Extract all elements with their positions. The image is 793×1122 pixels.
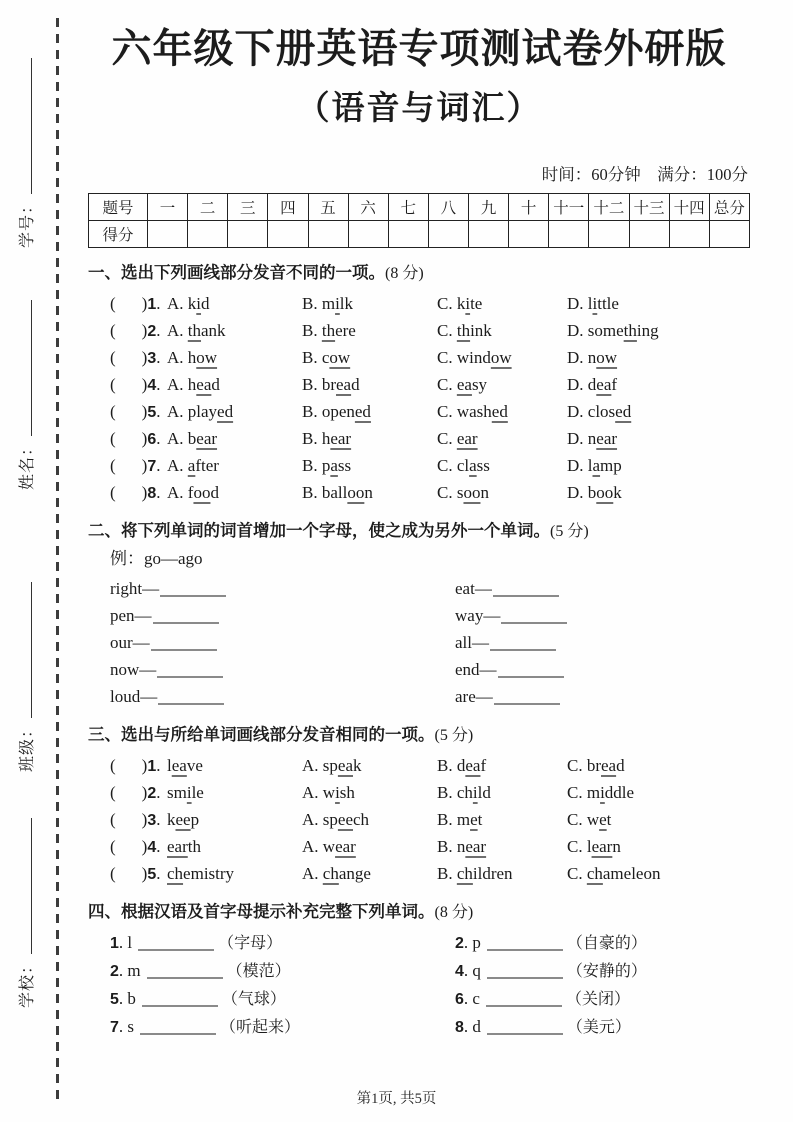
school-field — [14, 818, 37, 1008]
option-B: B. cow — [302, 347, 351, 367]
option-B: B. deaf — [437, 755, 487, 775]
word-completion-item: 2. m （模范） — [110, 960, 291, 980]
write-in-blank[interactable] — [487, 949, 563, 951]
option-A: A. how — [167, 347, 218, 367]
option-B: B. there — [302, 320, 356, 340]
question-row — [88, 629, 750, 656]
page-subtitle: （语音与词汇） — [296, 91, 542, 127]
chinese-hint: （安静的） — [566, 962, 647, 980]
score-cell[interactable] — [308, 220, 348, 247]
question-number: ( )6. — [110, 428, 161, 448]
score-column-header: 八 — [428, 193, 468, 220]
score-row-label: 得分 — [89, 220, 148, 247]
score-column-header: 十一 — [549, 193, 589, 220]
score-cell[interactable] — [268, 220, 308, 247]
section-two-heading — [88, 518, 750, 545]
answer-blank[interactable]: ( ) — [110, 347, 148, 367]
section-one-heading — [88, 260, 750, 287]
question-row — [88, 317, 750, 344]
score-column-header: 十三 — [629, 193, 669, 220]
question-number: ( )3. — [110, 809, 161, 829]
question-row — [88, 425, 750, 452]
write-in-blank[interactable] — [501, 622, 567, 624]
answer-blank[interactable]: ( ) — [110, 320, 148, 340]
option-D: D. lamp — [567, 455, 622, 475]
write-in-blank[interactable] — [487, 1033, 563, 1035]
option-B: B. bread — [302, 374, 360, 394]
section-four-questions — [88, 929, 750, 1041]
option-C: C. chameleon — [567, 863, 661, 883]
option-C: C. think — [437, 320, 492, 340]
question-row — [88, 985, 750, 1013]
section-one-questions — [88, 290, 750, 506]
option-C: C. class — [437, 455, 490, 475]
score-cell[interactable] — [148, 220, 188, 247]
section-two-example: 例：go—ago — [110, 548, 203, 568]
class-field — [14, 582, 37, 772]
word-transform-item: loud— — [110, 683, 455, 710]
chinese-hint: （字母） — [218, 934, 283, 952]
student-id-field — [14, 58, 37, 248]
answer-blank[interactable]: ( ) — [110, 401, 148, 421]
chinese-hint: （模范） — [226, 962, 291, 980]
question-number: ( )2. — [110, 782, 161, 802]
option-A: A. wear — [302, 836, 356, 856]
score-cell[interactable] — [709, 220, 749, 247]
chinese-hint: （关闭） — [565, 990, 630, 1008]
answer-blank[interactable]: ( ) — [110, 374, 148, 394]
chinese-hint: （美元） — [566, 1018, 631, 1036]
score-cell[interactable] — [188, 220, 228, 247]
section-four-points: (8 分) — [434, 903, 474, 921]
word-completion-item: 7. s （听起来） — [110, 1016, 301, 1036]
page-number: 第1页, 共5页 — [356, 1091, 437, 1107]
question-row — [88, 929, 750, 957]
option-B: B. near — [437, 836, 487, 856]
answer-blank[interactable]: ( ) — [110, 809, 148, 829]
word-completion-item: 6. c （关闭） — [455, 988, 630, 1008]
option-D: D. now — [567, 347, 618, 367]
option-A: A. kid — [167, 293, 210, 313]
option-C: C. bread — [567, 755, 625, 775]
section-two-heading-text: 二、将下列单词的词首增加一个字母，使之成为另外一个单词。 — [88, 521, 550, 540]
question-row — [88, 1013, 750, 1041]
question-number: ( )4. — [110, 836, 161, 856]
word-transform-item: all— — [455, 629, 750, 656]
option-C: C. ear — [437, 428, 478, 448]
score-cell[interactable] — [629, 220, 669, 247]
score-column-header: 六 — [348, 193, 388, 220]
score-column-header: 总分 — [709, 193, 749, 220]
word-completion-item: 2. p （自豪的） — [455, 932, 647, 952]
option-B: B. balloon — [302, 482, 373, 502]
question-row — [88, 833, 750, 860]
word-transform-item: end— — [455, 656, 750, 683]
student-name-label: 姓名： — [19, 438, 36, 490]
option-A: A. head — [167, 374, 220, 394]
option-B: B. pass — [302, 455, 352, 475]
score-table — [88, 193, 750, 248]
score-column-header: 五 — [308, 193, 348, 220]
option-B: B. met — [437, 809, 483, 829]
question-row — [88, 575, 750, 602]
word-completion-item: 8. d （美元） — [455, 1016, 631, 1036]
question-number: ( )7. — [110, 455, 161, 475]
score-column-header: 一 — [148, 193, 188, 220]
word-transform-item: are— — [455, 683, 750, 710]
option-D: D. deaf — [567, 374, 618, 394]
question-row — [88, 344, 750, 371]
write-in-blank[interactable] — [494, 703, 560, 705]
section-one-points: (8 分) — [385, 264, 424, 282]
option-A: A. wish — [302, 782, 355, 802]
score-column-header: 九 — [469, 193, 509, 220]
section-three-heading — [88, 722, 750, 749]
score-cell[interactable] — [228, 220, 268, 247]
write-in-blank[interactable] — [151, 649, 217, 651]
score-column-header: 三 — [228, 193, 268, 220]
page-title: 六年级下册英语专项测试卷外研版 — [111, 26, 727, 71]
section-three-questions — [88, 752, 750, 887]
word-completion-item: 1. l （字母） — [110, 932, 283, 952]
score-header-label: 题号 — [89, 193, 148, 220]
option-B: B. children — [437, 863, 513, 883]
write-in-blank[interactable] — [498, 676, 564, 678]
given-word: chemistry — [167, 863, 235, 883]
score-column-header: 十 — [509, 193, 549, 220]
write-in-blank[interactable] — [486, 1005, 562, 1007]
word-completion-item: 5. b （气球） — [110, 988, 286, 1008]
question-number: ( )1. — [110, 755, 161, 775]
section-three-points: (5 分) — [434, 726, 474, 744]
option-A: A. speech — [302, 809, 370, 829]
question-row — [88, 479, 750, 506]
cut-dashed-line — [56, 18, 59, 1106]
write-in-blank[interactable] — [140, 1033, 216, 1035]
question-number: ( )2. — [110, 320, 161, 340]
question-row — [88, 752, 750, 779]
class-label: 班级： — [19, 720, 36, 772]
chinese-hint: （气球） — [221, 990, 286, 1008]
option-B: B. hear — [302, 428, 352, 448]
option-C: C. washed — [437, 401, 508, 421]
word-transform-item: pen— — [110, 602, 455, 629]
score-column-header: 二 — [188, 193, 228, 220]
option-D: D. near — [567, 428, 618, 448]
score-value-row — [89, 220, 750, 247]
option-A: A. after — [167, 455, 219, 475]
score-column-header: 十四 — [669, 193, 709, 220]
question-row — [88, 779, 750, 806]
word-transform-item: right— — [110, 575, 455, 602]
question-row — [88, 398, 750, 425]
write-in-blank[interactable] — [147, 977, 223, 979]
score-cell[interactable] — [589, 220, 629, 247]
question-row — [88, 656, 750, 683]
option-D: D. book — [567, 482, 622, 502]
score-cell[interactable] — [428, 220, 468, 247]
given-word: earth — [167, 836, 201, 856]
write-in-blank[interactable] — [158, 703, 224, 705]
word-transform-item: way— — [455, 602, 750, 629]
option-C: C. soon — [437, 482, 489, 502]
answer-blank[interactable]: ( ) — [110, 755, 148, 775]
write-in-blank[interactable] — [160, 595, 226, 597]
answer-blank[interactable]: ( ) — [110, 782, 148, 802]
option-D: D. something — [567, 320, 659, 340]
option-A: A. food — [167, 482, 219, 502]
student-id-label: 学号： — [19, 196, 36, 248]
write-in-blank[interactable] — [142, 1005, 218, 1007]
write-in-blank[interactable] — [487, 977, 563, 979]
answer-blank[interactable]: ( ) — [110, 863, 148, 883]
time-score-info: 时间：60分钟 满分：100分 — [541, 164, 748, 184]
score-cell[interactable] — [509, 220, 549, 247]
question-row — [88, 452, 750, 479]
student-id-write-line[interactable] — [27, 58, 32, 194]
section-two-questions — [88, 575, 750, 710]
option-D: D. closed — [567, 401, 632, 421]
word-transform-item: now— — [110, 656, 455, 683]
question-row — [88, 371, 750, 398]
given-word: smile — [167, 782, 204, 802]
chinese-hint: （自豪的） — [566, 934, 647, 952]
word-completion-item: 4. q （安静的） — [455, 960, 647, 980]
option-B: B. milk — [302, 293, 354, 313]
word-transform-item: eat— — [455, 575, 750, 602]
question-row — [88, 602, 750, 629]
answer-blank[interactable]: ( ) — [110, 428, 148, 448]
section-three-heading-text: 三、选出与所给单词画线部分发音相同的一项。 — [88, 725, 435, 744]
option-C: C. window — [437, 347, 512, 367]
section-four-heading-text: 四、根据汉语及首字母提示补充完整下列单词。 — [88, 902, 435, 921]
student-name-field — [14, 300, 37, 490]
answer-blank[interactable]: ( ) — [110, 455, 148, 475]
question-number: ( )5. — [110, 401, 161, 421]
question-number: ( )3. — [110, 347, 161, 367]
option-A: A. change — [302, 863, 371, 883]
question-number: ( )1. — [110, 293, 161, 313]
score-cell[interactable] — [348, 220, 388, 247]
exam-body — [88, 0, 750, 1041]
question-number: ( )4. — [110, 374, 161, 394]
section-one-heading-text: 一、选出下列画线部分发音不同的一项。 — [88, 263, 385, 282]
question-row — [88, 683, 750, 710]
option-C: C. easy — [437, 374, 488, 394]
write-in-blank[interactable] — [493, 595, 559, 597]
write-in-blank[interactable] — [157, 676, 223, 678]
option-C: C. middle — [567, 782, 635, 802]
answer-blank[interactable]: ( ) — [110, 482, 148, 502]
section-four-heading — [88, 899, 750, 926]
score-cell[interactable] — [669, 220, 709, 247]
write-in-blank[interactable] — [490, 649, 556, 651]
school-label: 学校： — [19, 956, 36, 1008]
answer-blank[interactable]: ( ) — [110, 293, 148, 313]
answer-blank[interactable]: ( ) — [110, 836, 148, 856]
question-row — [88, 290, 750, 317]
school-write-line[interactable] — [27, 818, 32, 954]
option-A: A. speak — [302, 755, 362, 775]
section-two-points: (5 分) — [550, 522, 589, 540]
question-number: ( )5. — [110, 863, 161, 883]
option-A: A. thank — [167, 320, 226, 340]
option-A: A. played — [167, 401, 234, 421]
option-B: B. opened — [302, 401, 371, 421]
option-C: C. learn — [567, 836, 621, 856]
score-cell[interactable] — [549, 220, 589, 247]
question-number: ( )8. — [110, 482, 161, 502]
question-row — [88, 860, 750, 887]
word-transform-item: our— — [110, 629, 455, 656]
option-D: D. little — [567, 293, 619, 313]
option-A: A. bear — [167, 428, 218, 448]
score-cell[interactable] — [388, 220, 428, 247]
class-write-line[interactable] — [27, 582, 32, 718]
given-word: leave — [167, 755, 203, 775]
write-in-blank[interactable] — [153, 622, 219, 624]
score-cell[interactable] — [469, 220, 509, 247]
student-name-write-line[interactable] — [27, 300, 32, 436]
option-C: C. wet — [567, 809, 612, 829]
option-C: C. kite — [437, 293, 483, 313]
write-in-blank[interactable] — [138, 949, 214, 951]
option-B: B. child — [437, 782, 491, 802]
given-word: keep — [167, 809, 200, 829]
score-column-header: 四 — [268, 193, 308, 220]
score-header-row — [89, 193, 750, 220]
question-row — [88, 806, 750, 833]
score-column-header: 十二 — [589, 193, 629, 220]
score-column-header: 七 — [388, 193, 428, 220]
question-row — [88, 957, 750, 985]
chinese-hint: （听起来） — [220, 1018, 301, 1036]
